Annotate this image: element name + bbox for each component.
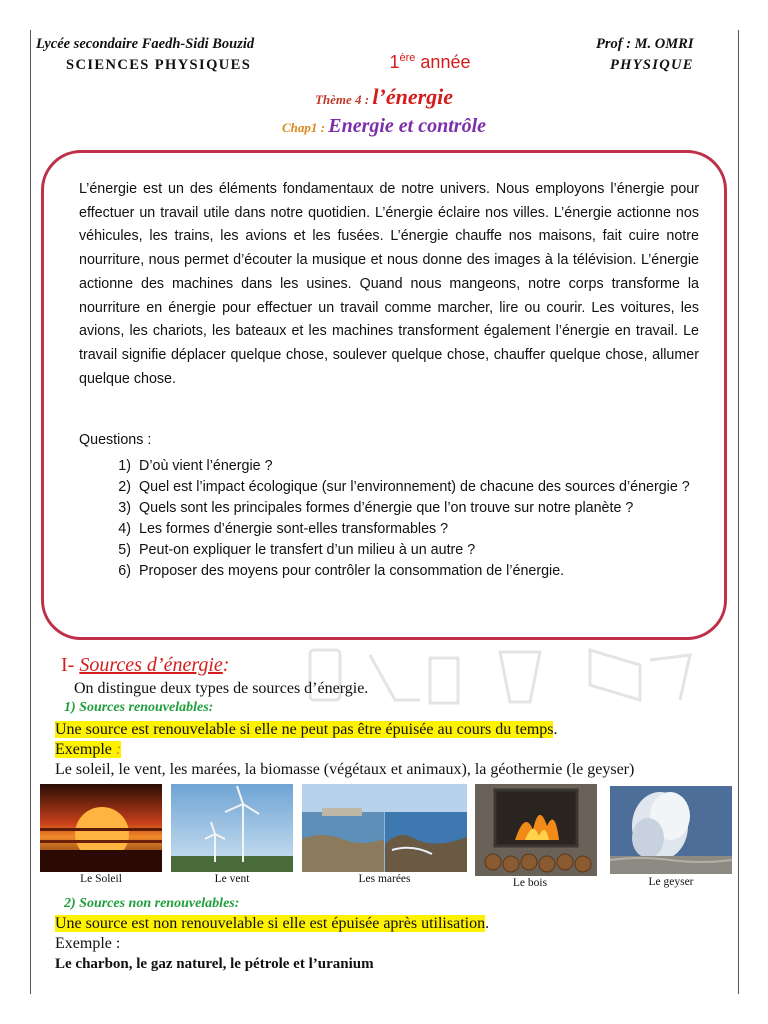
class-year — [330, 52, 530, 73]
question-number: 3) — [118, 500, 131, 516]
question-number: 6) — [118, 563, 131, 579]
subject-right: PHYSIQUE — [610, 57, 694, 73]
wind-turbine-photo — [171, 784, 293, 872]
section-number: I- — [61, 654, 80, 676]
section-heading: Sources d’énergie — [79, 654, 223, 676]
header-left — [36, 36, 336, 74]
question-number: 4) — [118, 521, 131, 537]
section-colon: : — [222, 654, 230, 676]
geyser-photo — [610, 786, 732, 874]
photo-caption: Le Soleil — [80, 873, 122, 885]
question-number: 2) — [118, 479, 131, 495]
definition-period: . — [553, 721, 558, 738]
example-label-text: Exemple — [55, 741, 116, 758]
lab-equipment-watermark — [300, 640, 700, 710]
photo-caption: Le geyser — [648, 876, 694, 888]
question-text: Les formes d’énergie sont-elles transformables ? — [139, 521, 449, 537]
photo-caption: Les marées — [358, 873, 411, 885]
firewood-photo — [475, 784, 597, 876]
question-item — [79, 498, 699, 519]
renewable-example-label — [55, 741, 121, 759]
year-superscript: ère — [399, 52, 416, 64]
nonrenewable-subtitle: 2) Sources non renouvelables: — [64, 896, 240, 911]
nonrenewable-example-label: Exemple : — [55, 935, 121, 952]
question-text: Peut-on expliquer le transfert d’un milieu à un autre ? — [139, 542, 476, 558]
photo-caption: Le bois — [512, 877, 548, 889]
sun-photo — [40, 784, 162, 872]
renewable-examples: Le soleil, le vent, les marées, la biomasse (végétaux et animaux), la géothermie (le geyser) — [55, 761, 635, 778]
chapter-title: Energie et contrôle — [328, 115, 486, 137]
section-title — [61, 654, 229, 677]
question-text: Proposer des moyens pour contrôler la consommation de l’énergie. — [139, 563, 565, 579]
theme-title: l’énergie — [372, 84, 454, 109]
chapter-heading — [0, 115, 768, 138]
definition-period: . — [485, 915, 490, 932]
theme-heading — [0, 84, 768, 110]
intro-paragraph: L’énergie est un des éléments fondamentaux de notre univers. Nous employons l’énergie pour effectuer un travail utile dans notre quotidien. L’énergie éclaire nos villes. L’énergie actionne nos véhicules, les trains, les avions et les fusées. L’énergie chauffe nos maisons, fait cuire notre nourriture, nous permet d’écouter la musique et nous donne des images à la télévision. L’énergie actionne des machines dans les usines. Quand nous mangeons, notre corps transforme la nourriture en énergie pour effectuer un travail comme marcher, lire ou courir. Les voitures, les avions, les chariots, les bateaux et les machines transforment également l’énergie en travail. Le travail signifie déplacer quelque chose, soulever quelque chose, chauffer quelque chose, allumer quelque chose. — [79, 181, 699, 387]
questions-list — [79, 456, 699, 582]
question-text: Quels sont les principales formes d’énergie que l’on trouve sur notre planète ? — [139, 500, 634, 516]
year-number: 1 — [389, 52, 400, 72]
year-word: année — [415, 52, 471, 72]
header-right — [570, 36, 740, 74]
renewable-definition-text: Une source est renouvelable si elle ne peut pas être épuisée au cours du temps — [55, 721, 554, 738]
renewable-definition — [55, 721, 557, 739]
questions-title: Questions : — [79, 432, 152, 448]
teacher-name: Prof : M. OMRI — [596, 36, 694, 52]
photo-caption: Le vent — [214, 873, 250, 885]
question-item — [79, 477, 699, 498]
nonrenewable-definition-text: Une source est non renouvelable si elle est épuisée après utilisation — [55, 915, 486, 932]
question-text: D’où vient l’énergie ? — [139, 458, 273, 474]
tides-photo — [302, 784, 467, 872]
question-item — [79, 519, 699, 540]
question-number: 5) — [118, 542, 131, 558]
example-colon: : — [115, 741, 122, 758]
nonrenewable-definition — [55, 915, 489, 933]
subject-name: SCIENCES PHYSIQUES — [66, 57, 252, 73]
school-name: Lycée secondaire Faedh-Sidi Bouzid — [36, 36, 255, 52]
chapter-prefix: Chap1 : — [282, 120, 329, 135]
section-intro: On distingue deux types de sources d’énergie. — [74, 680, 369, 697]
renewable-subtitle: 1) Sources renouvelables: — [64, 700, 214, 715]
nonrenewable-examples: Le charbon, le gaz naturel, le pétrole et l’uranium — [55, 956, 374, 972]
theme-prefix: Thème 4 : — [314, 92, 373, 107]
question-item — [79, 456, 699, 477]
question-text: Quel est l’impact écologique (sur l’environnement) de chacune des sources d’énergie ? — [139, 479, 690, 495]
question-item — [79, 540, 699, 561]
question-item — [79, 561, 699, 582]
question-number: 1) — [118, 458, 131, 474]
